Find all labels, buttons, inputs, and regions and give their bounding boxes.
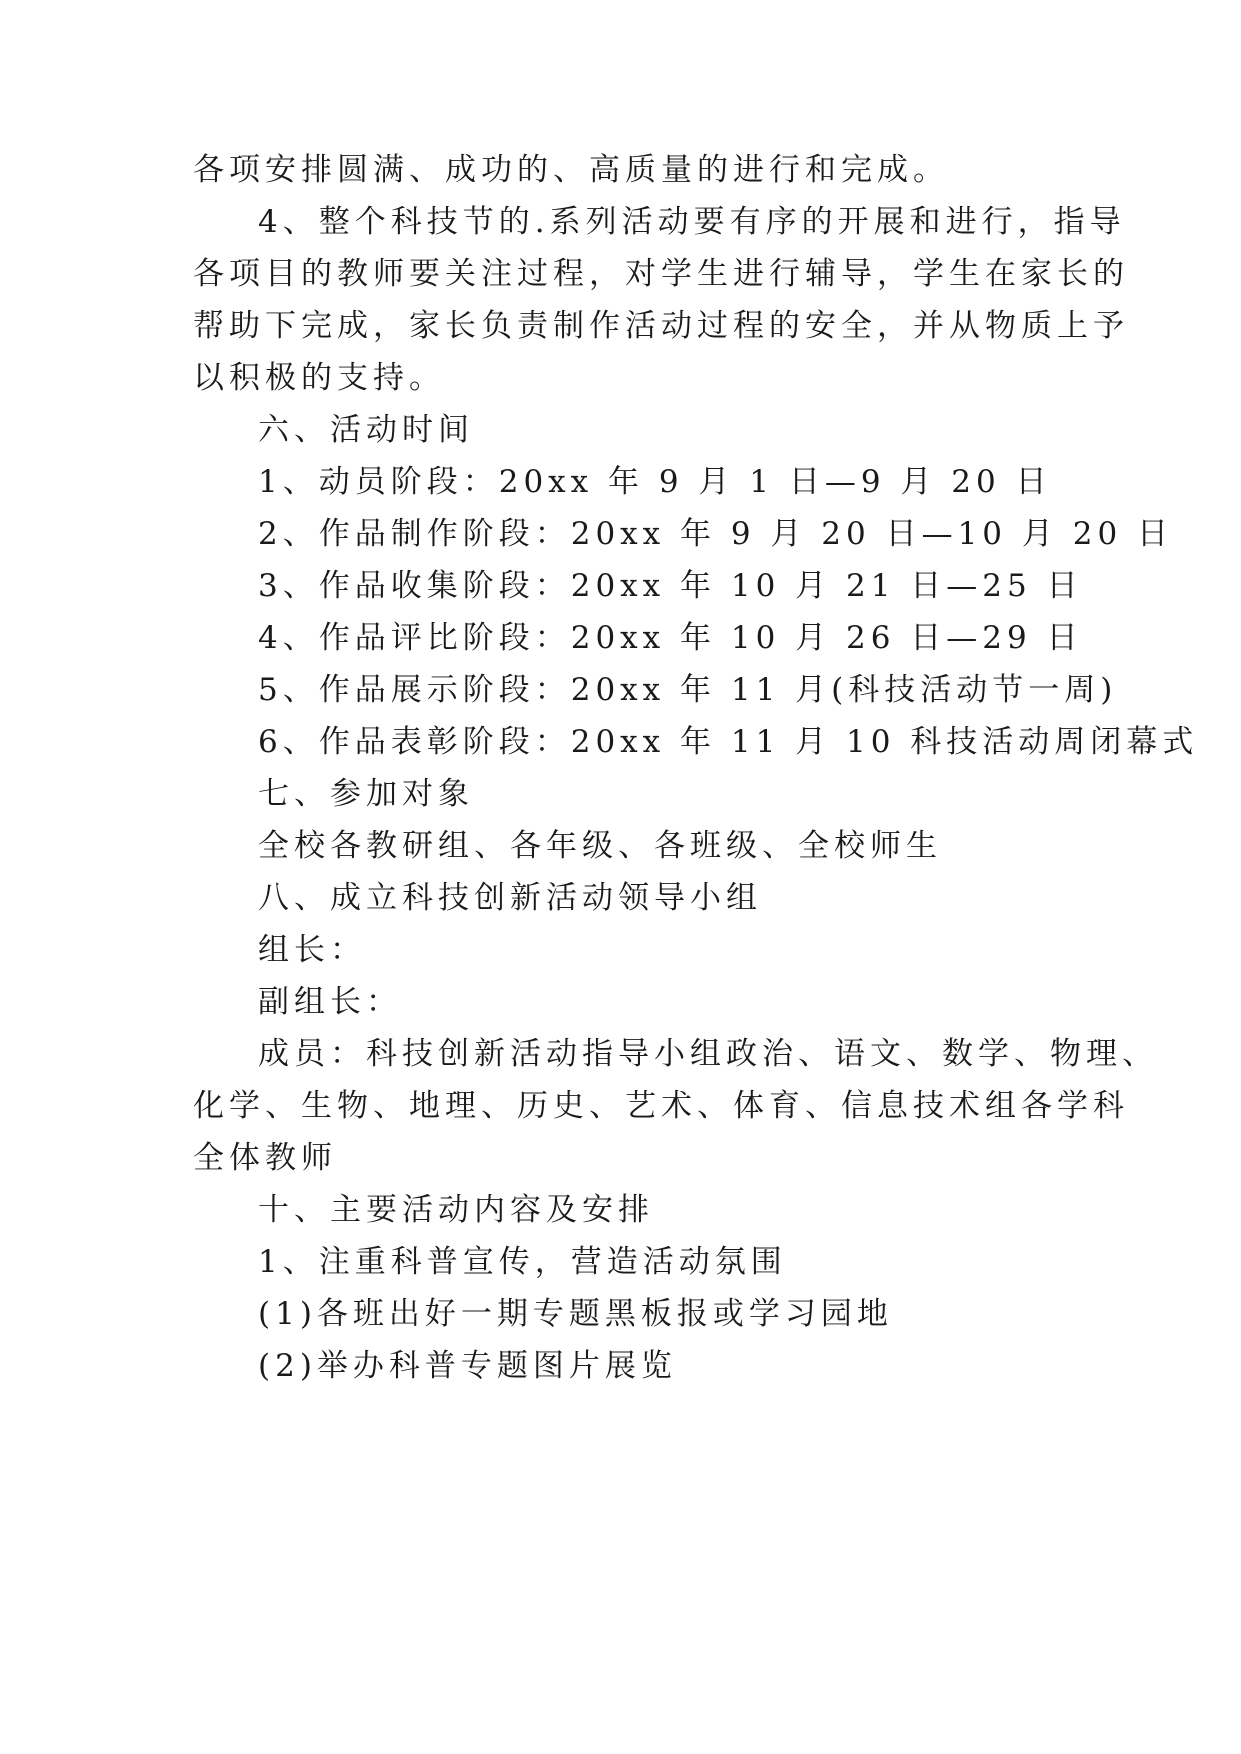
text-line: 帮助下完成，家长负责制作活动过程的安全，并从物质上予	[193, 308, 1129, 344]
text-line: 各项目的教师要关注过程，对学生进行辅导，学生在家长的	[193, 256, 1129, 292]
text-line: 3、作品收集阶段：20xx 年 10 月 21 日—25 日	[258, 568, 1083, 604]
text-line: (1)各班出好一期专题黑板报或学习园地	[258, 1296, 893, 1332]
text-line: 4、整个科技节的.系列活动要有序的开展和进行，指导	[258, 204, 1126, 240]
text-line: 5、作品展示阶段：20xx 年 11 月(科技活动节一周)	[258, 672, 1118, 708]
section-heading: 六、活动时间	[258, 412, 474, 448]
text-line: 成员：科技创新活动指导小组政治、语文、数学、物理、	[258, 1036, 1158, 1072]
text-line: 1、动员阶段：20xx 年 9 月 1 日—9 月 20 日	[258, 464, 1052, 500]
section-heading: 十、主要活动内容及安排	[258, 1192, 654, 1228]
text-line: 组长：	[258, 932, 366, 968]
text-line: 以积极的支持。	[193, 360, 445, 396]
text-line: 化学、生物、地理、历史、艺术、体育、信息技术组各学科	[193, 1088, 1129, 1124]
text-line: 2、作品制作阶段：20xx 年 9 月 20 日—10 月 20 日	[258, 516, 1174, 552]
text-line: 1、注重科普宣传，营造活动氛围	[258, 1244, 787, 1280]
text-line: 副组长：	[258, 984, 402, 1020]
section-heading: 八、成立科技创新活动领导小组	[258, 880, 762, 916]
text-line: 各项安排圆满、成功的、高质量的进行和完成。	[193, 152, 949, 188]
text-line: 4、作品评比阶段：20xx 年 10 月 26 日—29 日	[258, 620, 1083, 656]
text-line: 全校各教研组、各年级、各班级、全校师生	[258, 828, 942, 864]
text-line: 6、作品表彰阶段：20xx 年 11 月 10 科技活动周闭幕式	[258, 724, 1199, 760]
text-line: 全体教师	[193, 1140, 337, 1176]
section-heading: 七、参加对象	[258, 776, 474, 812]
text-line: (2)举办科普专题图片展览	[258, 1348, 677, 1384]
